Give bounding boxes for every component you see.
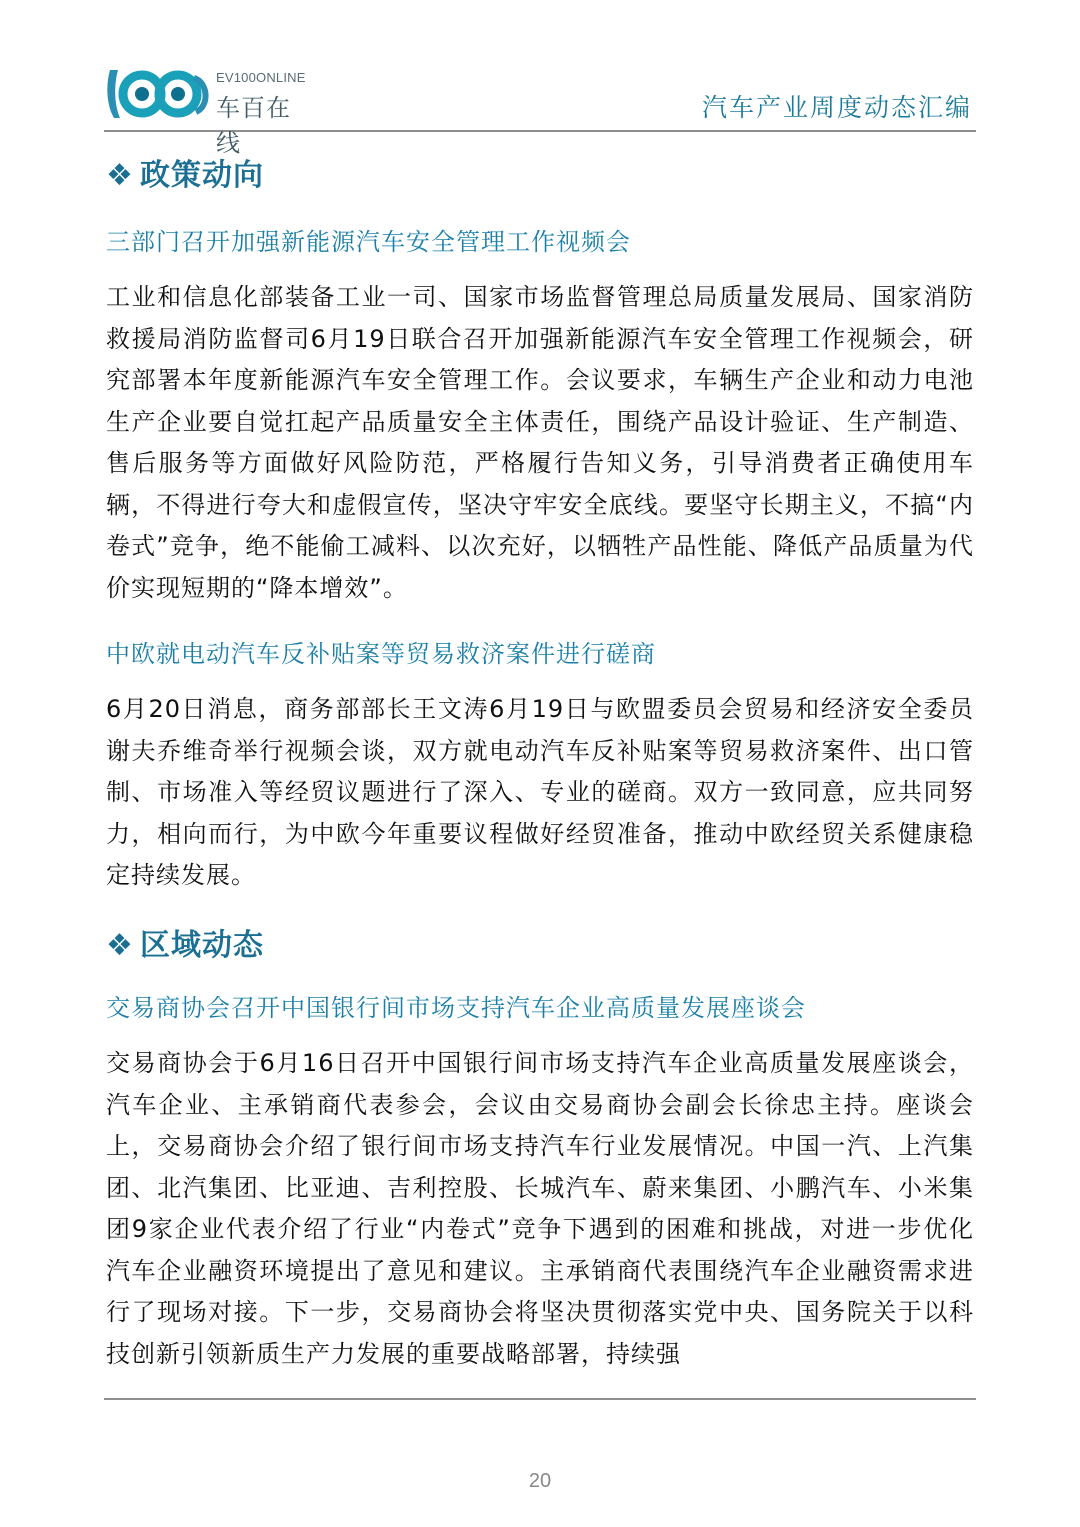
section-title-text: 区域动态 — [140, 928, 264, 963]
footer-divider — [104, 1398, 976, 1400]
section-title-regional — [106, 920, 264, 964]
document-title: 汽车产业周度动态汇编 — [701, 93, 972, 122]
page-header — [104, 60, 976, 157]
section-title-policy — [106, 150, 264, 194]
logo-english-text: EV100ONLINE — [216, 70, 306, 85]
article-title: 三部门召开加强新能源汽车安全管理工作视频会 — [106, 228, 631, 256]
logo — [104, 64, 314, 157]
diamond-bullet-icon: ❖ — [106, 928, 134, 963]
page-number: 20 — [528, 1470, 552, 1492]
section-title-text: 政策动向 — [140, 158, 264, 193]
diamond-bullet-icon: ❖ — [106, 158, 134, 193]
article-body: 交易商协会于6月16日召开中国银行间市场支持汽车企业高质量发展座谈会，汽车企业、主承销商代表参会，会议由交易商协会副会长徐忠主持。座谈会上，交易商协会介绍了银行间市场支持汽车行业发展情况。中国一汽、上汽集团、北汽集团、比亚迪、吉利控股、长城汽车、蔚来集团、小鹏汽车、小米集团9家企业代表介绍了行业“内卷式”竞争下遇到的困难和挑战，对进一步优化汽车企业融资环境提出了意见和建议。主承销商代表围绕汽车企业融资需求进行了现场对接。下一步，交易商协会将坚决贯彻落实党中央、国务院关于以科技创新引领新质生产力发展的重要战略部署，持续强 — [106, 1049, 974, 1368]
article-title: 中欧就电动汽车反补贴案等贸易救济案件进行磋商 — [106, 640, 656, 668]
logo-mark-icon — [104, 64, 214, 122]
article-body: 6月20日消息，商务部部长王文涛6月19日与欧盟委员会贸易和经济安全委员谢夫乔维奇举行视频会谈，双方就电动汽车反补贴案等贸易救济案件、出口管制、市场准入等经贸议题进行了深入、专业的磋商。双方一致同意，应共同努力，相向而行，为中欧今年重要议程做好经贸准备，推动中欧经贸关系健康稳定持续发展。 — [106, 695, 974, 889]
logo-chinese-text: 车百在线 — [216, 94, 291, 157]
article-body: 工业和信息化部装备工业一司、国家市场监督管理总局质量发展局、国家消防救援局消防监督司6月19日联合召开加强新能源汽车安全管理工作视频会，研究部署本年度新能源汽车安全管理工作。会议要求，车辆生产企业和动力电池生产企业要自觉扛起产品质量安全主体责任，围绕产品设计验证、生产制造、售后服务等方面做好风险防范，严格履行告知义务，引导消费者正确使用车辆，不得进行夸大和虚假宣传，坚决守牢安全底线。要坚守长期主义，不搞“内卷式”竞争，绝不能偷工减料、以次充好，以牺牲产品性能、降低产品质量为代价实现短期的“降本增效”。 — [106, 283, 974, 602]
article-title: 交易商协会召开中国银行间市场支持汽车企业高质量发展座谈会 — [106, 994, 806, 1022]
